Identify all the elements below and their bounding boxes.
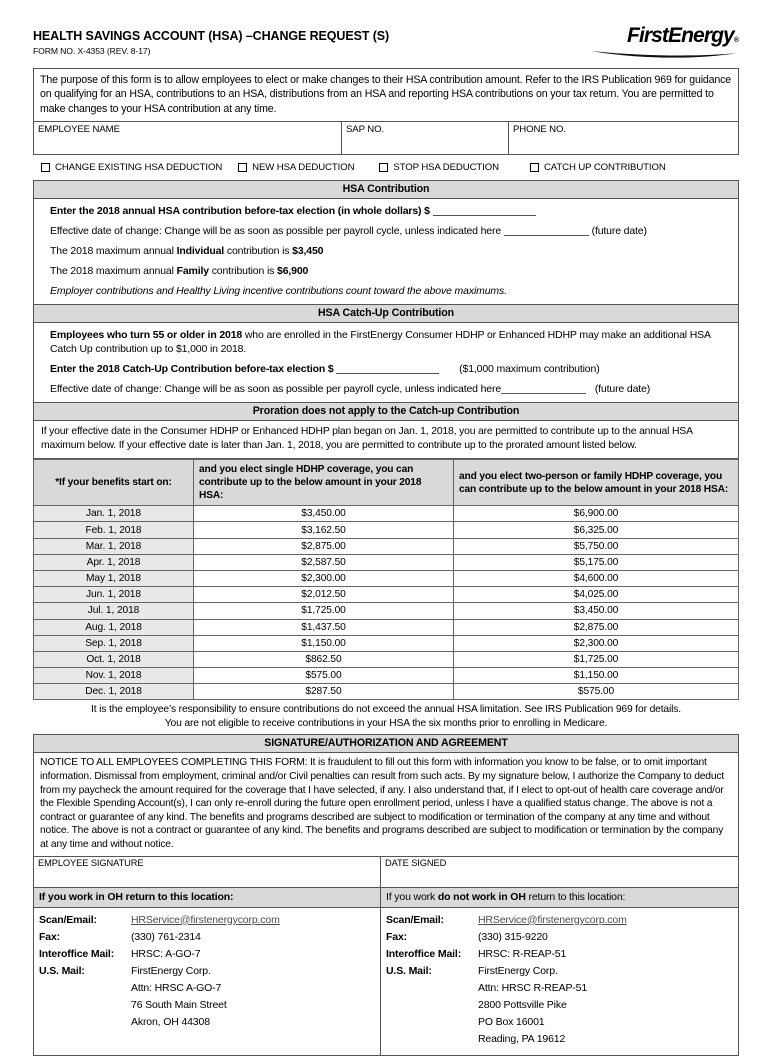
cell-benefits-start: Dec. 1, 2018 xyxy=(34,684,194,700)
oh-fax-label: Fax: xyxy=(39,930,60,943)
catch-up-effective-date-hint: (future date) xyxy=(594,383,651,396)
cell-benefits-start: Apr. 1, 2018 xyxy=(34,554,194,570)
nonoh-fax-label: Fax: xyxy=(386,930,407,943)
checkbox-label: STOP HSA DEDUCTION xyxy=(393,162,499,174)
legal-notice-text: NOTICE TO ALL EMPLOYEES COMPLETING THIS FORM: It is fraudulent to fill out this form with information you know to be false, or to omit important information. Dismissal from employment, criminal and/or Civil penalties can result from such acts. By my signature below, I authorize the Company to deduct from my paycheck the amount required for the coverage that I have selected, if any. I also understand that, if I elect to opt-out of health care coverage and/or the Flexible Spending Account(s), I can only re-enroll during the future open enrollment period, unless I have a qualified status change. The above is not a contract or guarantee of any kind. The benefits and programs described are subject to modification or termination of the company at any time and without notice. The above is not a contract or guarantee of any kind. The benefits and programs described are subject to modification or termination by the company at any time and without notice. xyxy=(33,753,739,856)
nonoh-fax-row xyxy=(386,929,738,946)
phone-number-field[interactable] xyxy=(509,122,738,154)
date-signed-field[interactable] xyxy=(381,857,738,887)
sap-number-field[interactable] xyxy=(342,122,509,154)
footnote-line-1: It is the employee’s responsibility to ensure contributions do not exceed the annual HSA limitation. See IRS Publication 969 for details. xyxy=(91,704,681,716)
max-family-mid: contribution is xyxy=(208,265,278,278)
table-row xyxy=(34,506,739,522)
cell-benefits-start: Jul. 1, 2018 xyxy=(34,603,194,619)
signature-row xyxy=(33,857,739,888)
nonoh-fax-value: (330) 315-9220 xyxy=(478,930,548,943)
checkbox-label: CATCH UP CONTRIBUTION xyxy=(543,162,666,174)
table-row xyxy=(34,554,739,570)
non-oh-bold: do not work in OH xyxy=(437,890,526,903)
hsa-effective-date-hint: (future date) xyxy=(591,225,647,238)
cell-benefits-start: Feb. 1, 2018 xyxy=(34,522,194,538)
non-oh-prefix: If you work xyxy=(386,890,438,903)
cell-family-amount: $2,300.00 xyxy=(454,635,739,651)
cell-family-amount: $1,150.00 xyxy=(454,668,739,684)
footnote-line-2: You are not eligible to receive contributions in your HSA the six months prior to enrolling in Medicare. xyxy=(164,717,608,729)
cell-single-amount: $287.50 xyxy=(194,684,454,700)
oh-fax-value: (330) 761-2314 xyxy=(131,930,201,943)
hsa-max-family-line xyxy=(41,264,731,278)
checkbox-icon[interactable] xyxy=(238,163,247,172)
sap-number-label: SAP NO. xyxy=(346,124,385,136)
oh-email-link[interactable]: HRService@firstenergycorp.com xyxy=(131,913,280,926)
nonoh-usmail-row xyxy=(386,963,738,980)
employee-name-label: EMPLOYEE NAME xyxy=(38,124,120,136)
nonoh-usmail-line-3: PO Box 16001 xyxy=(478,1015,545,1028)
catch-up-max-hint: ($1,000 maximum contribution) xyxy=(459,363,600,376)
oh-fax-row xyxy=(39,929,380,946)
cell-family-amount: $575.00 xyxy=(454,684,739,700)
non-oh-suffix: return to this location: xyxy=(525,890,626,903)
cell-single-amount: $3,162.50 xyxy=(194,522,454,538)
hsa-effective-date-input[interactable] xyxy=(504,224,589,236)
phone-number-label: PHONE NO. xyxy=(513,124,566,136)
hsa-election-label: Enter the 2018 annual HSA contribution before-tax election (in whole dollars) $ xyxy=(50,205,430,218)
section-header-signature: SIGNATURE/AUTHORIZATION AND AGREEMENT xyxy=(33,734,739,753)
proration-intro: If your effective date in the Consumer HDHP or Enhanced HDHP plan began on Jan. 1, 2018, you are permitted to contribute up to the annual HSA maximum below. If your effective date is later than Jan. 1, 2018, you are permitted to contribute up to the prorated amount listed below. xyxy=(33,421,739,459)
checkbox-stop-hsa-deduction[interactable] xyxy=(379,162,499,173)
cell-family-amount: $2,875.00 xyxy=(454,619,739,635)
oh-usmail-line-3: Akron, OH 44308 xyxy=(131,1015,210,1028)
page-title: HEALTH SAVINGS ACCOUNT (HSA) –CHANGE REQUEST (S) xyxy=(33,29,390,43)
cell-benefits-start: Sep. 1, 2018 xyxy=(34,635,194,651)
cell-single-amount: $1,725.00 xyxy=(194,603,454,619)
cell-single-amount: $3,450.00 xyxy=(194,506,454,522)
table-row xyxy=(34,603,739,619)
nonoh-usmail-line-2: 2800 Pottsville Pike xyxy=(478,998,567,1011)
hsa-election-input[interactable] xyxy=(433,204,536,216)
nonoh-usmail-line-1: Attn: HRSC R-REAP-51 xyxy=(478,981,588,994)
logo-wordmark xyxy=(587,24,739,53)
oh-usmail-line-1: Attn: HRSC A-GO-7 xyxy=(131,981,222,994)
catch-up-eligibility-paragraph xyxy=(41,328,731,356)
return-location-header-non-oh xyxy=(381,888,738,907)
max-individual-mid: contribution is xyxy=(224,245,293,258)
form-header xyxy=(33,24,739,68)
cell-benefits-start: Nov. 1, 2018 xyxy=(34,668,194,684)
hsa-effective-date-label: Effective date of change: Change will be as soon as possible per payroll cycle, unless indicated here xyxy=(50,225,502,238)
checkbox-icon[interactable] xyxy=(41,163,50,172)
cell-single-amount: $2,300.00 xyxy=(194,570,454,586)
table-footnotes xyxy=(33,700,739,734)
cell-single-amount: $2,012.50 xyxy=(194,587,454,603)
cell-family-amount: $4,600.00 xyxy=(454,570,739,586)
return-location-body xyxy=(33,908,739,1056)
cell-family-amount: $5,175.00 xyxy=(454,554,739,570)
col-header-family-coverage: and you elect two-person or family HDHP coverage, you can contribute up to the below amount in your 2018 HSA: xyxy=(454,460,739,506)
checkbox-new-hsa-deduction[interactable] xyxy=(238,162,354,173)
oh-scan-email-label: Scan/Email: xyxy=(39,913,97,926)
nonoh-scan-email-label: Scan/Email: xyxy=(386,913,444,926)
registered-mark-icon: ® xyxy=(733,37,739,44)
nonoh-email-link[interactable]: HRService@firstenergycorp.com xyxy=(478,913,627,926)
proration-table xyxy=(33,459,739,700)
section-header-hsa-contribution: HSA Contribution xyxy=(33,180,739,199)
cell-single-amount: $2,587.50 xyxy=(194,554,454,570)
table-row xyxy=(34,684,739,700)
table-row xyxy=(34,522,739,538)
request-type-checkbox-row xyxy=(33,155,739,180)
max-family-amount: $6,900 xyxy=(277,265,309,278)
form-number: FORM NO. X-4353 (REV. 8-17) xyxy=(33,46,151,56)
cell-family-amount: $4,025.00 xyxy=(454,587,739,603)
catch-up-effective-date-label: Effective date of change: Change will be as soon as possible per payroll cycle, unless indicated here xyxy=(50,383,502,396)
cell-benefits-start: Oct. 1, 2018 xyxy=(34,651,194,667)
checkbox-icon[interactable] xyxy=(379,163,388,172)
cell-family-amount: $5,750.00 xyxy=(454,538,739,554)
cell-single-amount: $2,875.00 xyxy=(194,538,454,554)
employee-info-row xyxy=(33,122,739,155)
hsa-employer-contrib-note: Employer contributions and Healthy Living incentive contributions count toward the above maximums. xyxy=(50,285,507,298)
date-signed-label: DATE SIGNED xyxy=(385,857,447,868)
section-header-hsa-catch-up: HSA Catch-Up Contribution xyxy=(33,305,739,323)
cell-family-amount: $1,725.00 xyxy=(454,651,739,667)
cell-family-amount: $3,450.00 xyxy=(454,603,739,619)
table-header-row xyxy=(34,460,739,506)
logo-text: FirstEnergy xyxy=(627,24,734,47)
nonoh-scan-email-value[interactable] xyxy=(478,912,738,929)
catch-up-election-label: Enter the 2018 Catch-Up Contribution before-tax election $ xyxy=(50,363,334,376)
checkbox-label: NEW HSA DEDUCTION xyxy=(252,162,355,174)
max-individual-keyword: Individual xyxy=(176,245,225,258)
return-location-non-oh xyxy=(381,908,738,1055)
hsa-max-individual-line xyxy=(41,244,731,258)
table-row xyxy=(34,619,739,635)
col-header-single-coverage: and you elect single HDHP coverage, you can contribute up to the below amount in your 2018 HSA: xyxy=(194,460,454,506)
oh-usmail-label: U.S. Mail: xyxy=(39,964,85,977)
nonoh-interoffice-value: HRSC: R-REAP-51 xyxy=(478,947,567,960)
catch-up-effective-date-input[interactable] xyxy=(501,382,586,394)
hsa-contribution-body xyxy=(33,199,739,305)
nonoh-usmail-line-4: Reading, PA 19612 xyxy=(478,1032,566,1045)
oh-scan-email-row xyxy=(39,912,380,929)
catch-up-election-input[interactable] xyxy=(336,362,439,374)
checkbox-change-existing-hsa-deduction[interactable] xyxy=(41,162,222,173)
cell-benefits-start: Jan. 1, 2018 xyxy=(34,506,194,522)
cell-single-amount: $862.50 xyxy=(194,651,454,667)
cell-benefits-start: May 1, 2018 xyxy=(34,570,194,586)
hsa-election-line xyxy=(41,204,731,218)
oh-usmail-line-0: FirstEnergy Corp. xyxy=(131,964,211,977)
employee-signature-field[interactable] xyxy=(34,857,381,887)
catch-up-effective-date-line xyxy=(41,382,731,396)
table-row xyxy=(34,651,739,667)
oh-usmail-line-2: 76 South Main Street xyxy=(131,998,227,1011)
max-family-keyword: Family xyxy=(176,265,209,278)
table-row xyxy=(34,587,739,603)
table-row xyxy=(34,668,739,684)
table-row xyxy=(34,570,739,586)
nonoh-interoffice-label: Interoffice Mail: xyxy=(386,947,462,960)
section-header-proration: Proration does not apply to the Catch-up Contribution xyxy=(33,403,739,421)
cell-benefits-start: Mar. 1, 2018 xyxy=(34,538,194,554)
oh-usmail-row xyxy=(39,963,380,980)
oh-scan-email-value[interactable] xyxy=(131,912,380,929)
purpose-statement: The purpose of this form is to allow employees to elect or make changes to their HSA contribution amount. Refer to the IRS Publication 969 for guidance on qualifying for an HSA, contributions to an HSA, distributions from an HSA and reporting HSA contributions on your tax return. You are permitted to make changes to your HSA contribution at any time. xyxy=(33,68,739,122)
hsa-catch-up-body xyxy=(33,323,739,403)
cell-single-amount: $1,150.00 xyxy=(194,635,454,651)
proration-table-head xyxy=(34,460,739,506)
catch-up-eligibility-bold: Employees who turn 55 or older in 2018 xyxy=(50,329,243,342)
checkbox-catch-up-contribution[interactable] xyxy=(530,162,666,173)
employee-name-field[interactable] xyxy=(34,122,342,154)
table-row xyxy=(34,635,739,651)
return-location-header-row xyxy=(33,888,739,908)
proration-table-body xyxy=(34,506,739,700)
col-header-benefits-start: *If your benefits start on: xyxy=(34,460,194,506)
nonoh-scan-email-row xyxy=(386,912,738,929)
cell-single-amount: $575.00 xyxy=(194,668,454,684)
checkbox-label: CHANGE EXISTING HSA DEDUCTION xyxy=(55,162,223,174)
cell-benefits-start: Jun. 1, 2018 xyxy=(34,587,194,603)
max-family-prefix: The 2018 maximum annual xyxy=(50,265,177,278)
return-location-header-oh: If you work in OH return to this location: xyxy=(34,888,381,907)
nonoh-interoffice-row xyxy=(386,946,738,963)
cell-benefits-start: Aug. 1, 2018 xyxy=(34,619,194,635)
cell-family-amount: $6,900.00 xyxy=(454,506,739,522)
oh-interoffice-value: HRSC: A-GO-7 xyxy=(131,947,201,960)
oh-interoffice-row xyxy=(39,946,380,963)
employee-signature-label: EMPLOYEE SIGNATURE xyxy=(38,857,144,868)
cell-family-amount: $6,325.00 xyxy=(454,522,739,538)
cell-single-amount: $1,437.50 xyxy=(194,619,454,635)
oh-interoffice-label: Interoffice Mail: xyxy=(39,947,115,960)
firstenergy-logo xyxy=(587,24,739,58)
max-individual-amount: $3,450 xyxy=(292,245,324,258)
nonoh-usmail-label: U.S. Mail: xyxy=(386,964,432,977)
nonoh-usmail-line-0: FirstEnergy Corp. xyxy=(478,964,558,977)
max-individual-prefix: The 2018 maximum annual xyxy=(50,245,177,258)
catch-up-eligibility-rest: who are enrolled in the FirstEnergy Consumer HDHP or Enhanced HDHP may make an additional HSA Catch Up contribution up to $1,000 in 2018. xyxy=(50,329,711,356)
hsa-effective-date-line xyxy=(41,224,731,238)
checkbox-icon[interactable] xyxy=(530,163,539,172)
table-row xyxy=(34,538,739,554)
return-location-oh xyxy=(34,908,381,1055)
catch-up-election-line xyxy=(41,362,731,376)
